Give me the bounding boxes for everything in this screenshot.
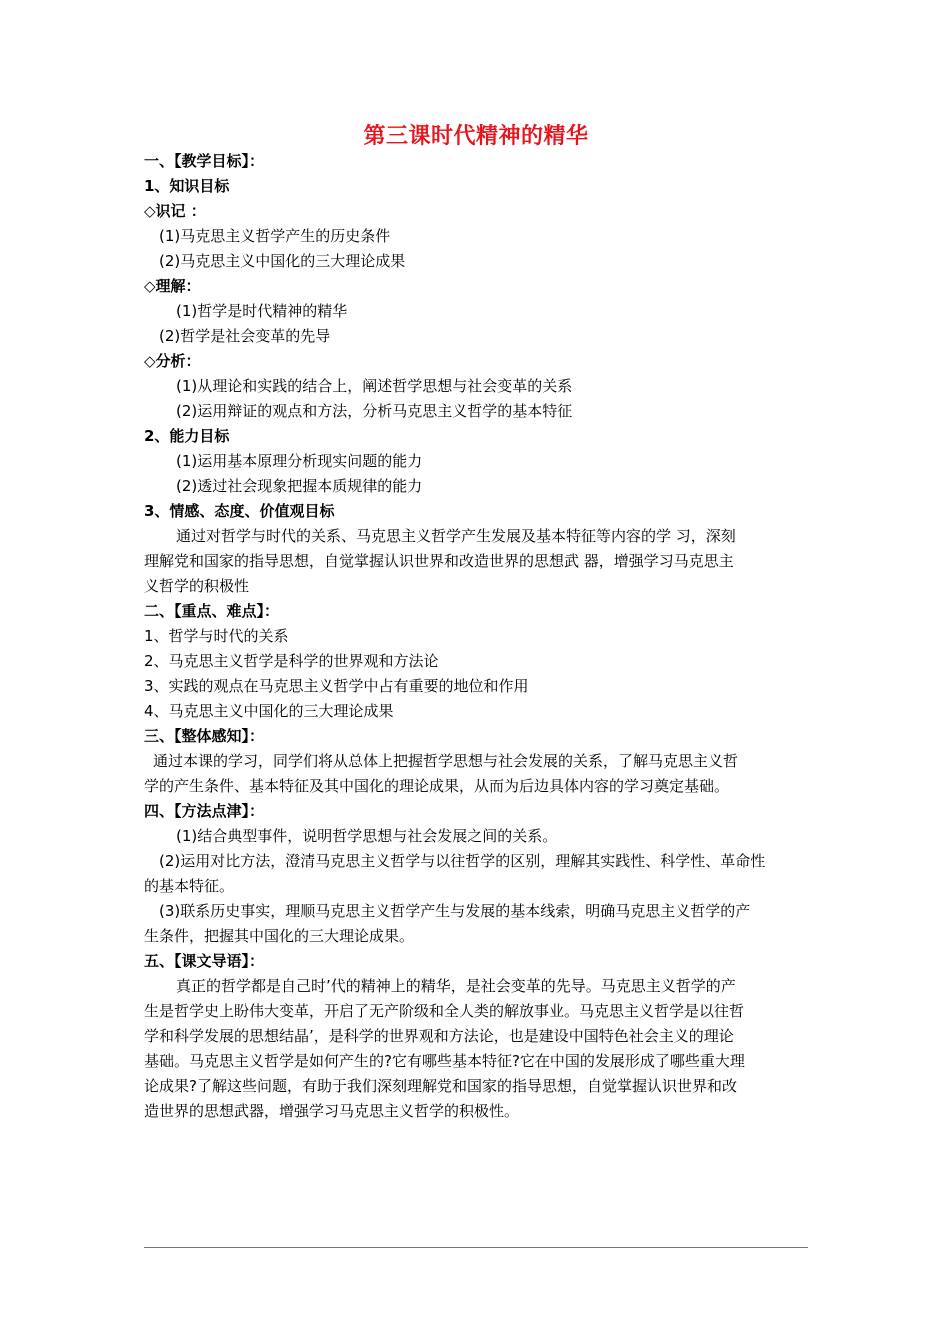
text-line: 1、哲学与时代的关系 xyxy=(144,627,289,645)
text-line: 论成果?了解这些问题，有助于我们深刻理解党和国家的指导思想，自觉掌握认识世界和改 xyxy=(144,1077,737,1095)
text-line: (1)从理论和实践的结合上，阐述哲学思想与社会变革的关系 xyxy=(176,377,573,395)
text-line: 学的产生条件、基本特征及其中国化的理论成果，从而为后边具体内容的学习奠定基础。 xyxy=(144,777,730,795)
text-line: 义哲学的积极性 xyxy=(144,577,250,595)
text-line: (2)哲学是社会变革的先导 xyxy=(159,327,331,345)
section-heading: 3、情感、态度、价值观目标 xyxy=(144,502,335,520)
section-heading: 四、【方法点津】： xyxy=(144,802,265,820)
text-line: 生条件，把握其中国化的三大理论成果。 xyxy=(144,927,415,945)
text-line: (1)运用基本原理分析现实问题的能力 xyxy=(176,452,423,470)
text-line: (3)联系历史事实，理顺马克思主义哲学产生与发展的基本线索，明确马克思主义哲学的产 xyxy=(159,902,751,920)
text-line: 4、马克思主义中国化的三大理论成果 xyxy=(144,702,394,720)
text-line: 通过对哲学与时代的关系、马克思主义哲学产生发展及基本特征等内容的学 习，深刻 xyxy=(176,527,736,545)
text-line: (2)马克思主义中国化的三大理论成果 xyxy=(159,252,406,270)
section-heading: 二、【重点、难点】： xyxy=(144,602,280,620)
section-heading: 三、【整体感知】： xyxy=(144,727,265,745)
text-line: (1)马克思主义哲学产生的历史条件 xyxy=(159,227,391,245)
footer-divider xyxy=(144,1247,808,1248)
text-line: (1)哲学是时代精神的精华 xyxy=(176,302,348,320)
text-line: (1)结合典型事件，说明哲学思想与社会发展之间的关系。 xyxy=(176,827,558,845)
section-heading: ◇分析： xyxy=(144,352,201,370)
text-line: 理解党和国家的指导思想，自觉掌握认识世界和改造世界的思想武 器，增强学习马克思主 xyxy=(144,552,734,570)
text-line: (2)运用对比方法，澄清马克思主义哲学与以往哲学的区别，理解其实践性、科学性、革命性 xyxy=(159,852,766,870)
section-heading: 2、能力目标 xyxy=(144,427,230,445)
text-line: 2、马克思主义哲学是科学的世界观和方法论 xyxy=(144,652,439,670)
text-line: 造世界的思想武器，增强学习马克思主义哲学的积极性。 xyxy=(144,1102,520,1120)
section-heading: 一、【教学目标】： xyxy=(144,152,265,170)
text-line: 真正的哲学都是自己时’代的精神上的精华，是社会变革的先导。马克思主义哲学的产 xyxy=(176,977,736,995)
text-line: (2)运用辩证的观点和方法，分析马克思主义哲学的基本特征 xyxy=(176,402,573,420)
section-heading: 1、知识目标 xyxy=(144,177,230,195)
section-heading: 五、【课文导语】： xyxy=(144,952,265,970)
text-line: 基础。马克思主义哲学是如何产生的?它有哪些基本特征?它在中国的发展形成了哪些重大理 xyxy=(144,1052,745,1070)
section-heading: ◇理解： xyxy=(144,277,201,295)
document-body xyxy=(144,149,808,1124)
text-line: 3、实践的观点在马克思主义哲学中占有重要的地位和作用 xyxy=(144,677,529,695)
document-title: 第三课时代精神的精华 xyxy=(363,124,589,149)
section-heading: ◇识记 ： xyxy=(144,202,206,220)
text-line: 学和科学发展的思想结晶’，是科学的世界观和方法论，也是建设中国特色社会主义的理论 xyxy=(144,1027,734,1045)
text-line: (2)透过社会现象把握本质规律的能力 xyxy=(176,477,423,495)
text-line: 生是哲学史上盼伟大变革，开启了无产阶级和全人类的解放事业。马克思主义哲学是以往哲 xyxy=(144,1002,745,1020)
text-line: 的基本特征。 xyxy=(144,877,235,895)
text-line: 通过本课的学习，同学们将从总体上把握哲学思想与社会发展的关系，了解马克思主义哲 xyxy=(153,752,739,770)
document-page xyxy=(144,0,808,1344)
